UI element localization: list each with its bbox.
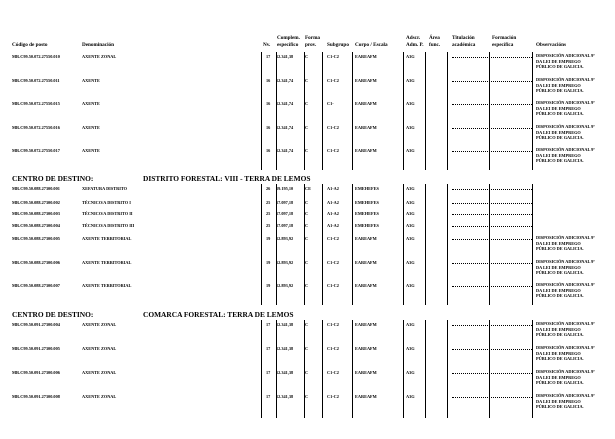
cell-subgrupo: C1- <box>327 101 334 106</box>
header-area-1: Área <box>429 35 440 41</box>
cell-codigo: MR.C99.50.088.27300.004 <box>12 223 60 228</box>
cell-subgrupo: C1-C2 <box>327 283 339 288</box>
cell-nivel: 19 <box>266 236 271 241</box>
observation-line: PÚBLICO DE GALICIA. <box>536 158 584 164</box>
cell-complemento: 12.341,74 <box>276 148 294 153</box>
observation-line: DA LEI DE EMPREGO <box>536 326 581 332</box>
cell-complemento: 12.893,92 <box>276 283 294 288</box>
header-titulacion-2: académica <box>452 42 476 48</box>
header-complemento-1: Complem. <box>277 35 300 41</box>
cell-complemento: 12.341,74 <box>276 101 294 106</box>
cell-denominacion: AXENTE ZONAL <box>82 346 117 351</box>
observation-line: DISPOSICIÓN ADICIONAL 9ª <box>536 124 595 129</box>
column-divider <box>403 52 404 170</box>
cell-observacions <box>536 393 595 410</box>
header-adscripcion-2: Adm. P. <box>406 42 424 48</box>
observation-line: DISPOSICIÓN ADICIONAL 9ª <box>536 369 595 374</box>
cell-subgrupo: C1-C2 <box>327 148 339 153</box>
cell-denominacion: AXENTE ZONAL <box>82 370 117 375</box>
observation-line: DISPOSICIÓN ADICIONAL 9ª <box>536 321 595 326</box>
header-subgrupo: Subgrupo <box>327 42 349 48</box>
cell-subgrupo: C1-C2 <box>327 125 339 130</box>
cell-denominacion: TÉCNICO/A DISTRITO III <box>82 223 135 228</box>
column-divider <box>322 184 323 305</box>
cell-adscripcion: A3G <box>406 148 415 153</box>
cell-complemento: 12.341,38 <box>276 54 294 59</box>
cell-denominacion: TÉCNICO/A DISTRITO II <box>82 211 133 216</box>
cell-forma: C <box>305 223 309 228</box>
cell-codigo: MR.C99.50.088.27300.001 <box>12 186 60 191</box>
cell-forma: C <box>305 236 309 241</box>
cell-forma: C <box>305 125 309 130</box>
header-complemento-2: específico <box>277 42 299 48</box>
cell-complemento: 12.341,38 <box>276 346 294 351</box>
observation-line: PÚBLICO DE GALICIA. <box>536 332 584 338</box>
column-divider <box>532 184 533 305</box>
cell-complemento: 12.341,74 <box>276 78 294 83</box>
cell-denominacion: AXENTE TERRITORIAL <box>82 283 132 288</box>
cell-corpo: EAREAFM <box>355 101 377 106</box>
cell-codigo: MR.C99.50.088.27300.003 <box>12 211 60 216</box>
cell-denominacion: AXENTE <box>82 125 100 130</box>
dotted-leader <box>452 226 532 227</box>
cell-adscripcion: A3G <box>406 200 415 205</box>
observation-line: DA LEI DE EMPREGO <box>536 152 581 158</box>
cell-observacions <box>536 321 595 338</box>
cell-adscripcion: A3G <box>406 394 415 399</box>
cell-codigo: MR.C99.50.072.27550.016 <box>12 125 60 130</box>
cell-forma: C <box>305 370 309 375</box>
observation-line: DISPOSICIÓN ADICIONAL 9ª <box>536 147 595 152</box>
dotted-leader <box>452 325 532 326</box>
cell-adscripcion: A3G <box>406 211 415 216</box>
cell-codigo: MR.C99.50.091.27300.005 <box>12 346 60 351</box>
cell-corpo: EAREAFM <box>355 236 377 241</box>
header-observacions: Observacións <box>536 42 566 48</box>
cell-nivel: 25 <box>266 200 271 205</box>
cell-adscripcion: A3G <box>406 54 415 59</box>
cell-corpo: EMEHEFES <box>355 186 379 191</box>
column-divider <box>447 52 448 170</box>
cell-corpo: EMEHEFES <box>355 200 379 205</box>
dotted-leader <box>452 349 532 350</box>
cell-corpo: EAREAFM <box>355 54 377 59</box>
observation-line: DA LEI DE EMPREGO <box>536 264 581 270</box>
cell-denominacion: AXENTE TERRITORIAL <box>82 260 132 265</box>
cell-nivel: 19 <box>266 260 271 265</box>
observation-line: PÚBLICO DE GALICIA. <box>536 380 584 386</box>
column-divider <box>352 52 353 170</box>
cell-forma: CE <box>305 186 311 191</box>
column-divider <box>403 184 404 305</box>
cell-denominacion: AXENTE ZONAL <box>82 322 117 327</box>
dotted-leader <box>452 214 532 215</box>
cell-adscripcion: A3G <box>406 101 415 106</box>
cell-corpo: EAREAFM <box>355 260 377 265</box>
cell-forma: C <box>305 211 309 216</box>
cell-complemento: 12.341,74 <box>276 125 294 130</box>
header-adscripcion-1: Adscr. <box>406 35 421 41</box>
cell-subgrupo: C1-C2 <box>327 260 339 265</box>
header-denominacion: Denominación <box>82 42 114 48</box>
dotted-leader <box>452 263 532 264</box>
cell-complemento: 17.097,18 <box>276 223 294 228</box>
cell-adscripcion: A3G <box>406 322 415 327</box>
cell-codigo: MR.C99.50.072.27550.017 <box>12 148 60 153</box>
observation-line: DA LEI DE EMPREGO <box>536 374 581 380</box>
column-divider <box>261 184 262 305</box>
dotted-leader <box>452 151 532 152</box>
cell-nivel: 17 <box>266 394 271 399</box>
section-name: DISTRITO FORESTAL: VIII - TERRA DE LEMOS <box>143 174 311 183</box>
cell-nivel: 16 <box>266 148 271 153</box>
cell-denominacion: XEFATURA DISTRITO <box>82 186 128 191</box>
column-divider <box>425 184 426 305</box>
cell-subgrupo: A1-A2 <box>327 223 339 228</box>
header-area-2: func. <box>429 42 441 48</box>
cell-codigo: MR.C99.50.091.27300.008 <box>12 394 60 399</box>
cell-complemento: 12.341,38 <box>276 370 294 375</box>
cell-nivel: 17 <box>266 370 271 375</box>
cell-corpo: EAREAFM <box>355 148 377 153</box>
observation-line: DISPOSICIÓN ADICIONAL 9ª <box>536 235 595 240</box>
observation-line: DA LEI DE EMPREGO <box>536 129 581 135</box>
cell-subgrupo: C1-C2 <box>327 394 339 399</box>
cell-codigo: MR.C99.50.072.27550.010 <box>12 54 60 59</box>
section-label: CENTRO DE DESTINO: <box>12 174 94 183</box>
cell-corpo: EAREAFM <box>355 346 377 351</box>
header-nivel: Nv. <box>263 42 271 48</box>
header-formacion-2: específica <box>492 42 514 48</box>
observation-line: DISPOSICIÓN ADICIONAL 9ª <box>536 393 595 398</box>
observation-line: DA LEI DE EMPREGO <box>536 287 581 293</box>
cell-corpo: EMEHEFES <box>355 211 379 216</box>
cell-codigo: MR.C99.50.091.27300.004 <box>12 322 60 327</box>
dotted-leader <box>452 203 532 204</box>
cell-observacions <box>536 53 595 70</box>
column-divider <box>261 52 262 170</box>
cell-nivel: 17 <box>266 54 271 59</box>
header-forma-2: prov. <box>305 42 317 48</box>
observation-line: DA LEI DE EMPREGO <box>536 240 581 246</box>
cell-adscripcion: A3G <box>406 283 415 288</box>
cell-subgrupo: C1-C2 <box>327 54 339 59</box>
cell-subgrupo: C1-C2 <box>327 236 339 241</box>
observation-line: PÚBLICO DE GALICIA. <box>536 246 584 252</box>
cell-codigo: MR.C99.50.088.27300.005 <box>12 236 60 241</box>
cell-subgrupo: A1-A2 <box>327 186 339 191</box>
column-divider <box>532 52 533 170</box>
column-divider <box>304 320 305 418</box>
observation-line: DISPOSICIÓN ADICIONAL 9ª <box>536 345 595 350</box>
observation-line: PÚBLICO DE GALICIA. <box>536 293 584 299</box>
observation-line: DISPOSICIÓN ADICIONAL 9ª <box>536 282 595 287</box>
cell-forma: C <box>305 394 309 399</box>
cell-forma: C <box>305 148 309 153</box>
section-label: CENTRO DE DESTINO: <box>12 310 94 319</box>
observation-line: PÚBLICO DE GALICIA. <box>536 111 584 117</box>
cell-nivel: 26 <box>266 186 271 191</box>
observation-line: DA LEI DE EMPREGO <box>536 398 581 404</box>
cell-nivel: 19 <box>266 283 271 288</box>
column-divider <box>322 320 323 418</box>
cell-adscripcion: A3G <box>406 78 415 83</box>
column-divider <box>425 320 426 418</box>
cell-forma: C <box>305 260 309 265</box>
cell-complemento: 12.893,92 <box>276 260 294 265</box>
cell-nivel: 25 <box>266 223 271 228</box>
cell-adscripcion: A3G <box>406 370 415 375</box>
cell-observacions <box>536 282 595 299</box>
observation-line: DA LEI DE EMPREGO <box>536 58 581 64</box>
header-corpo: Corpo / Escala <box>355 42 388 48</box>
observation-line: DA LEI DE EMPREGO <box>536 82 581 88</box>
dotted-leader <box>452 104 532 105</box>
cell-denominacion: AXENTE <box>82 148 100 153</box>
cell-complemento: 17.097,18 <box>276 200 294 205</box>
dotted-leader <box>452 57 532 58</box>
cell-corpo: EAREAFM <box>355 78 377 83</box>
cell-denominacion: TÉCNICO/A DISTRITO I <box>82 200 131 205</box>
cell-adscripcion: A3G <box>406 223 415 228</box>
cell-observacions <box>536 147 595 164</box>
header-codigo: Código de posto <box>12 42 48 48</box>
cell-codigo: MR.C99.50.088.27300.007 <box>12 283 60 288</box>
column-divider <box>322 52 323 170</box>
cell-codigo: MR.C99.50.088.27300.002 <box>12 200 60 205</box>
column-divider <box>447 184 448 305</box>
column-divider <box>403 320 404 418</box>
cell-denominacion: AXENTE ZONAL <box>82 54 117 59</box>
column-divider <box>352 184 353 305</box>
cell-subgrupo: A1-A2 <box>327 211 339 216</box>
observation-line: DISPOSICIÓN ADICIONAL 9ª <box>536 53 595 58</box>
header-titulacion-1: Titulación <box>452 35 475 41</box>
observation-line: PÚBLICO DE GALICIA. <box>536 404 584 410</box>
cell-complemento: 19.195,10 <box>276 186 294 191</box>
column-divider <box>425 52 426 170</box>
cell-adscripcion: A3G <box>406 260 415 265</box>
dotted-leader <box>452 397 532 398</box>
cell-codigo: MR.C99.50.072.27550.011 <box>12 78 60 83</box>
column-divider <box>261 320 262 418</box>
cell-subgrupo: C1-C2 <box>327 346 339 351</box>
cell-codigo: MR.C99.50.072.27550.015 <box>12 101 60 106</box>
cell-forma: C <box>305 200 309 205</box>
observation-line: PÚBLICO DE GALICIA. <box>536 64 584 70</box>
observation-line: DA LEI DE EMPREGO <box>536 350 581 356</box>
cell-subgrupo: C1-C2 <box>327 322 339 327</box>
cell-forma: C <box>305 322 309 327</box>
cell-forma: C <box>305 78 309 83</box>
column-divider <box>489 320 490 418</box>
dotted-leader <box>452 128 532 129</box>
observation-line: PÚBLICO DE GALICIA. <box>536 356 584 362</box>
cell-subgrupo: C1-C2 <box>327 370 339 375</box>
cell-forma: C <box>305 346 309 351</box>
cell-corpo: EAREAFM <box>355 283 377 288</box>
cell-nivel: 16 <box>266 125 271 130</box>
cell-adscripcion: A3G <box>406 186 415 191</box>
cell-denominacion: AXENTE <box>82 101 100 106</box>
observation-line: DISPOSICIÓN ADICIONAL 9ª <box>536 100 595 105</box>
dotted-leader <box>452 81 532 82</box>
header-formacion-1: Formación <box>492 35 517 41</box>
cell-observacions <box>536 345 595 362</box>
observation-line: PÚBLICO DE GALICIA. <box>536 270 584 276</box>
cell-forma: C <box>305 283 309 288</box>
column-divider <box>447 320 448 418</box>
cell-adscripcion: A3G <box>406 346 415 351</box>
cell-adscripcion: A3G <box>406 125 415 130</box>
cell-denominacion: AXENTE ZONAL <box>82 394 117 399</box>
cell-complemento: 17.097,18 <box>276 211 294 216</box>
cell-subgrupo: C1-C2 <box>327 78 339 83</box>
column-divider <box>532 320 533 418</box>
header-forma-1: Forma <box>305 35 320 41</box>
cell-nivel: 16 <box>266 78 271 83</box>
observation-line: DISPOSICIÓN ADICIONAL 9ª <box>536 259 595 264</box>
cell-denominacion: AXENTE <box>82 78 100 83</box>
dotted-leader <box>452 239 532 240</box>
dotted-leader <box>452 189 532 190</box>
cell-nivel: 16 <box>266 101 271 106</box>
cell-codigo: MR.C99.50.088.27300.006 <box>12 260 60 265</box>
cell-complemento: 12.341,38 <box>276 322 294 327</box>
observation-line: DA LEI DE EMPREGO <box>536 105 581 111</box>
cell-observacions <box>536 369 595 386</box>
cell-forma: C <box>305 101 309 106</box>
cell-nivel: 17 <box>266 322 271 327</box>
cell-observacions <box>536 100 595 117</box>
cell-nivel: 25 <box>266 211 271 216</box>
cell-complemento: 12.341,38 <box>276 394 294 399</box>
observation-line: PÚBLICO DE GALICIA. <box>536 88 584 94</box>
cell-observacions <box>536 77 595 94</box>
cell-corpo: EMEHEFES <box>355 223 379 228</box>
column-divider <box>276 320 277 418</box>
cell-observacions <box>536 235 595 252</box>
cell-complemento: 12.893,92 <box>276 236 294 241</box>
dotted-leader <box>452 373 532 374</box>
observation-line: DISPOSICIÓN ADICIONAL 9ª <box>536 77 595 82</box>
cell-observacions <box>536 124 595 141</box>
cell-corpo: EAREAFM <box>355 322 377 327</box>
observation-line: PÚBLICO DE GALICIA. <box>536 135 584 141</box>
cell-corpo: EAREAFM <box>355 125 377 130</box>
cell-denominacion: AXENTE TERRITORIAL <box>82 236 132 241</box>
cell-observacions <box>536 259 595 276</box>
dotted-leader <box>452 286 532 287</box>
cell-forma: C <box>305 54 309 59</box>
cell-corpo: EAREAFM <box>355 394 377 399</box>
column-divider <box>352 320 353 418</box>
cell-corpo: EAREAFM <box>355 370 377 375</box>
cell-subgrupo: A1-A2 <box>327 200 339 205</box>
column-divider <box>489 52 490 170</box>
section-name: COMARCA FORESTAL: TERRA DE LEMOS <box>143 310 294 319</box>
cell-codigo: MR.C99.50.091.27300.006 <box>12 370 60 375</box>
cell-adscripcion: A3G <box>406 236 415 241</box>
cell-nivel: 17 <box>266 346 271 351</box>
